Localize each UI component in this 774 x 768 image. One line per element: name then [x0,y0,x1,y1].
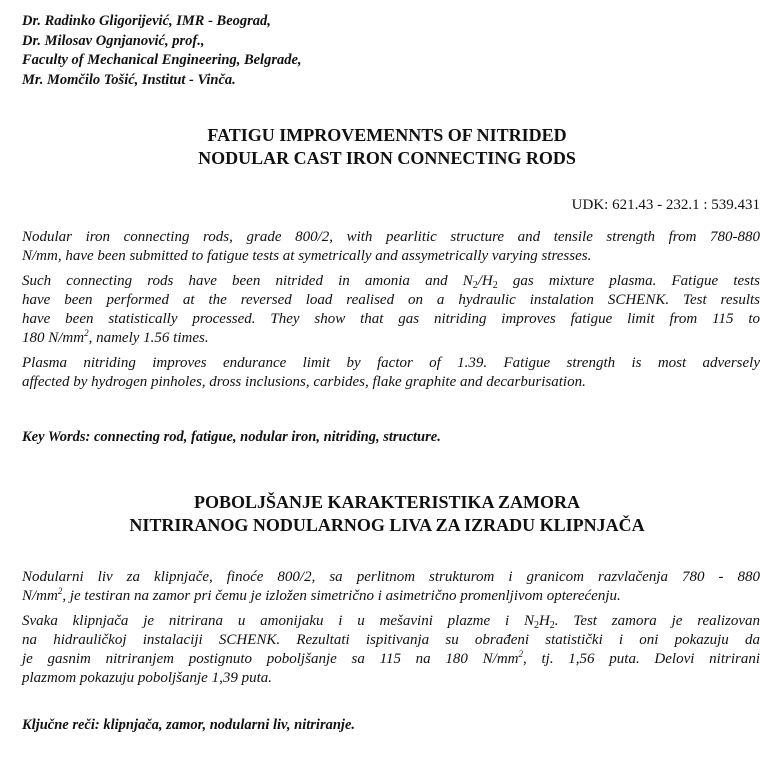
abstract-paragraph [22,228,760,266]
abstract-line: na hidrauličkoj instalaciji SCHENK. Rezultati ispitivanja su obrađeni statistički i oni pokazuju da [22,632,760,648]
title-line: NODULAR CAST IRON CONNECTING RODS [198,148,576,168]
abstract-line: Such connecting rods have been nitrided in amonia and $N_2/H_2$ gas mixture plasma. Fatigue tests [22,273,760,291]
abstract-paragraph [22,612,760,688]
abstract-line: Plasma nitriding improves endurance limit by factor of 1.39. Fatigue strength is most adversely [22,355,760,371]
abstract-paragraph [22,568,760,606]
title-line: NITRIRANOG NODULARNOG LIVA ZA IZRADU KLIPNJAČA [129,515,645,535]
abstract-line: $N/mm^2$, je testiran na zamor pri čemu je izložen simetrično i asimetrično promenljivom opterećenju. [22,586,621,604]
english-abstract [22,228,760,398]
author-line: Faculty of Mechanical Engineering, Belgrade, [22,52,302,68]
english-title [0,124,774,170]
abstract-paragraph [22,272,760,348]
abstract-line: Svaka klipnjača je nitrirana u amonijaku i u mešavini plazme i $N_2H_2$. Test zamora je realizovan [22,613,760,631]
abstract-line: je gasnim nitriranjem postignuto poboljšanje sa 115 na 180 $N/mm^2$, tj. 1,56 puta. Delovi nitrirani [22,649,760,667]
title-line: POBOLJŠANJE KARAKTERISTIKA ZAMORA [193,492,581,512]
abstract-line: plazmom pokazuju poboljšanje 1,39 puta. [22,670,272,686]
abstract-line: Nodularni liv za klipnjače, finoće 800/2, sa perlitnom strukturom i granicom razvlačenja 780 - 880 [22,569,760,585]
udk-classification: UDK: 621.43 - 232.1 : 539.431 [571,197,760,213]
serbian-abstract [22,568,760,694]
abstract-line: N/mm, have been submitted to fatigue tests at symetrically and assymetrically varying stresses. [22,248,592,264]
serbian-keywords: Ključne reči: klipnjača, zamor, nodularni liv, nitriranje. [22,717,356,733]
author-affiliations [22,12,302,90]
abstract-line: Nodular iron connecting rods, grade 800/2, with pearlitic structure and tensile strength from 780-880 [22,229,760,245]
title-line: FATIGU IMPROVEMENNTS OF NITRIDED [207,125,567,145]
author-line: Dr. Milosav Ognjanović, prof., [22,32,205,49]
author-line: Dr. Radinko Gligorijević, IMR - Beograd, [22,13,271,29]
author-line: Mr. Momčilo Tošić, Institut - Vinča. [22,71,236,88]
abstract-line: have been performed at the reversed load realised on a hydraulic instalation SCHENK. Test results [22,292,760,308]
abstract-paragraph [22,354,760,392]
abstract-line: 180 $N/mm^2$, namely 1.56 times. [22,328,209,346]
english-keywords: Key Words: connecting rod, fatigue, nodular iron, nitriding, structure. [22,429,441,445]
abstract-line: affected by hydrogen pinholes, dross inclusions, carbides, flake graphite and decarburisation. [22,374,586,390]
serbian-title [0,491,774,537]
abstract-line: have been statistically processed. They show that gas nitriding improves fatigue limit from 115 to [22,311,760,327]
